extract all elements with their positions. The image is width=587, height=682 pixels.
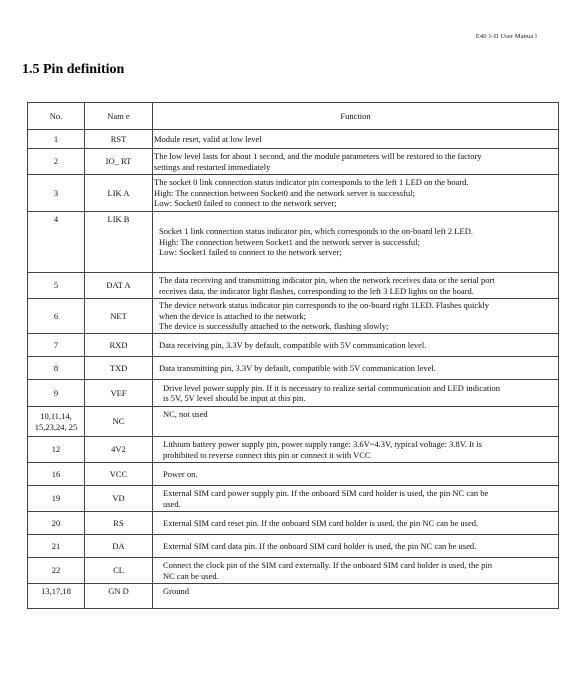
pin-number: 19 [28, 486, 85, 512]
function-line: Lithium battery power supply pin, power supply range: 3.6V~4.3V, typical voltage: 3.8V. It is [163, 439, 482, 449]
pin-number: 5 [28, 273, 85, 299]
function-line: Data receiving pin, 3.3V by default, compatible with 5V communication level. [159, 339, 427, 350]
table-row [28, 273, 559, 299]
table-row [28, 149, 559, 175]
pin-function [153, 149, 559, 175]
function-line: used. [163, 498, 181, 509]
header-name: Nam e [85, 103, 153, 130]
pin-function [153, 558, 559, 584]
pin-function [153, 130, 559, 149]
pin-name: NET [85, 299, 153, 334]
pin-function [153, 299, 559, 334]
function-line: The socket 0 link connection status indicator pin corresponds to the left 1 LED on the board. [154, 177, 469, 188]
pin-number: 4 [28, 212, 85, 273]
pin-function [153, 437, 559, 463]
pin-name: LIK A [85, 175, 153, 212]
pin-number: 20 [28, 512, 85, 535]
pin-number: 6 [28, 299, 85, 334]
function-line: The device network status indicator pin corresponds to the on-board right 1LED. Flashes quickly [159, 300, 490, 311]
pin-number: 21 [28, 535, 85, 558]
function-line: NC can be used. [163, 570, 219, 581]
function-line: Power on. [163, 468, 198, 479]
table-row [28, 130, 559, 149]
pin-number: 12 [28, 437, 85, 463]
table-row [28, 558, 559, 584]
header-no: No. [28, 103, 85, 130]
section-title: 1.5 Pin definition [22, 62, 125, 77]
function-line: receives data, the indicator light flashes, corresponding to the left 3 LED lights on the board. [159, 285, 474, 296]
table-row [28, 334, 559, 357]
pin-number: 9 [28, 380, 85, 407]
pin-function [153, 512, 559, 535]
table-row [28, 407, 559, 437]
table-row [28, 357, 559, 380]
pin-function [153, 212, 559, 273]
pin-name: RXD [85, 334, 153, 357]
function-line: The device is successfully attached to the network, flashing slowly; [159, 321, 389, 332]
pin-function [153, 486, 559, 512]
function-line: External SIM card reset pin. If the onboard SIM card holder is used, the pin NC can be used. [163, 517, 479, 528]
pin-function [153, 380, 559, 407]
pin-definition-table [27, 102, 559, 609]
function-line: when the device is attached to the network; [159, 310, 307, 321]
pin-name: LIK B [85, 212, 153, 273]
pin-name: NC [85, 407, 153, 437]
pin-name: VCC [85, 463, 153, 486]
table-row [28, 584, 559, 609]
pin-function [153, 334, 559, 357]
function-line: is 5V, 5V level should be input at this pin. [163, 393, 306, 403]
function-line: Low: Socket0 failed to connect to the network server; [154, 198, 337, 209]
pin-number: 7 [28, 334, 85, 357]
pin-name: VEF [85, 380, 153, 407]
function-line: The low level lasts for about 1 second, and the module parameters will be restored to the factory [154, 151, 482, 161]
table-row [28, 437, 559, 463]
manual-header: E40 1-D User Manua l [475, 33, 537, 40]
table-row [28, 299, 559, 334]
function-line: Drive level power supply pin. If it is necessary to realize serial communication and LED indication [163, 382, 501, 393]
pin-number: 16 [28, 463, 85, 486]
pin-name: VD [85, 486, 153, 512]
pin-function [153, 584, 559, 609]
function-line: Data transmitting pin, 3.3V by default, compatible with 5V communication level. [159, 362, 436, 373]
pin-function [153, 407, 559, 437]
table-row [28, 463, 559, 486]
function-line: Module reset, valid at low level [154, 133, 262, 144]
function-line: NC, not used [163, 409, 208, 419]
table-row [28, 535, 559, 558]
table-header-row [28, 103, 559, 130]
function-line: High: The connection between Socket0 and the network server is successful; [154, 187, 415, 198]
function-line: Socket 1 link connection status indicator pin, which corresponds to the on-board left 2 LED. [159, 226, 473, 237]
pin-name: RS [85, 512, 153, 535]
pin-name: CL [85, 558, 153, 584]
pin-number: 10,11,14, 15,23,24, 25 [28, 407, 85, 437]
pin-number: 3 [28, 175, 85, 212]
pin-name: RST [85, 130, 153, 149]
pin-number: 22 [28, 558, 85, 584]
table-row [28, 175, 559, 212]
pin-function [153, 535, 559, 558]
pin-function [153, 175, 559, 212]
header-function: Function [153, 103, 559, 130]
pin-name: 4V2 [85, 437, 153, 463]
pin-number: 1 [28, 130, 85, 149]
pin-number: 2 [28, 149, 85, 175]
pin-name: IO_ RT [85, 149, 153, 175]
function-line: External SIM card data pin. If the onboard SIM card holder is used, the pin NC can be used. [163, 540, 477, 551]
function-line: High: The connection between Socket1 and the network server is successful; [159, 236, 420, 247]
pin-number: 13,17,18 [28, 584, 85, 609]
pin-name: DA [85, 535, 153, 558]
pin-number: 8 [28, 357, 85, 380]
pin-function [153, 463, 559, 486]
pin-function [153, 357, 559, 380]
table-row [28, 212, 559, 273]
function-line: Connect the clock pin of the SIM card externally. If the onboard SIM card holder is used, the pin [163, 560, 492, 570]
function-line: Ground [163, 586, 189, 596]
table-row [28, 512, 559, 535]
function-line: External SIM card power supply pin. If the onboard SIM card holder is used, the pin NC can be [163, 488, 489, 498]
table-row [28, 486, 559, 512]
function-line: prohibited to reverse connect this pin or connect it with VCC [163, 449, 371, 460]
pin-name: TXD [85, 357, 153, 380]
pin-name: GN D [85, 584, 153, 609]
pin-name: DAT A [85, 273, 153, 299]
function-line: Low: Socket1 failed to connect to the network server; [159, 247, 342, 258]
function-line: The data receiving and transmitting indicator pin, when the network receives data or the serial port [159, 275, 495, 285]
function-line: settings and restarted immediately [154, 161, 271, 172]
pin-function [153, 273, 559, 299]
table-row [28, 380, 559, 407]
